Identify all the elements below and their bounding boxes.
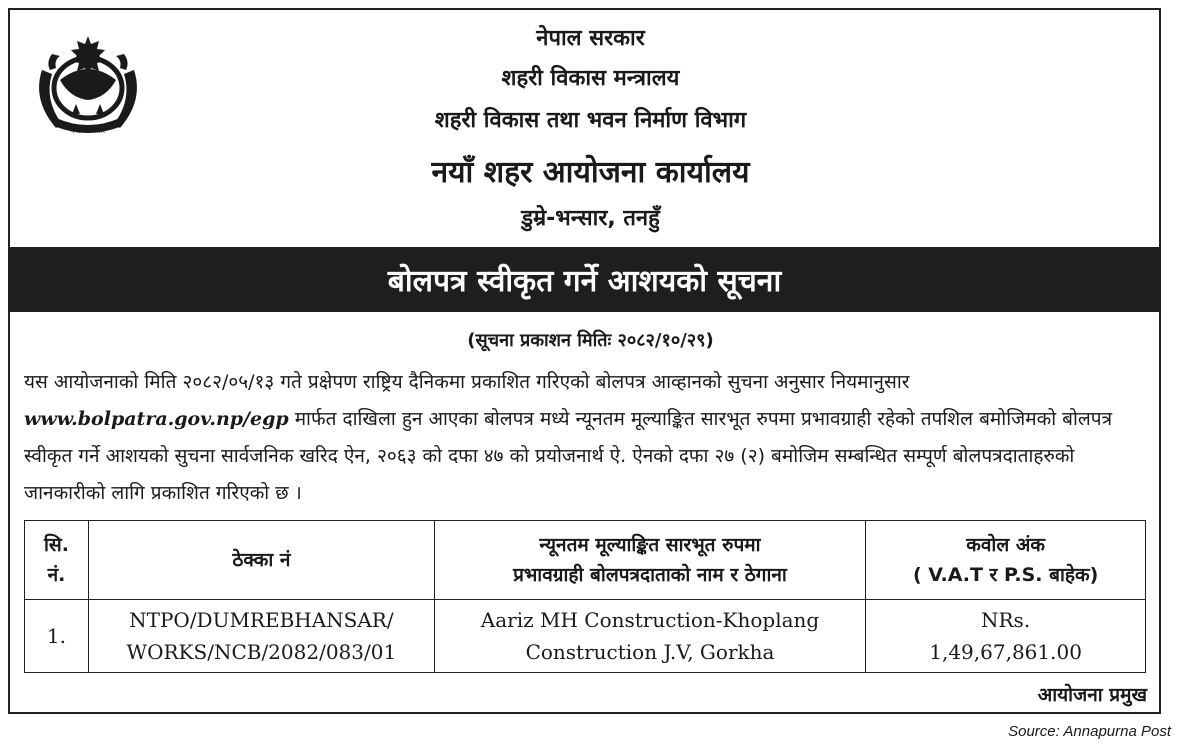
signature: आयोजना प्रमुख bbox=[1037, 684, 1147, 706]
row-amount bbox=[866, 600, 1146, 673]
header-amount bbox=[866, 521, 1146, 600]
header-sn-line1: सि. bbox=[43, 534, 69, 556]
row-contract-line2: WORKS/NCB/2082/083/01 bbox=[126, 640, 397, 664]
notice-title: बोलपत्र स्वीकृत गर्ने आशयको सूचना bbox=[387, 264, 782, 299]
row-amount-line2: 1,49,67,861.00 bbox=[929, 640, 1082, 664]
row-contract bbox=[88, 600, 434, 673]
emblem-caption: नेपाल सरकार bbox=[70, 127, 106, 135]
row-contract-line1: NTPO/DUMREBHANSAR/ bbox=[129, 608, 394, 632]
office-name: नयाँ शहर आयोजना कार्यालय bbox=[431, 155, 750, 190]
publication-date: (सूचना प्रकाशन मितिः २०८२/१०/२९) bbox=[467, 330, 714, 351]
row-amount-line1: NRs. bbox=[981, 608, 1031, 632]
header-bidder bbox=[434, 521, 865, 600]
body-text-part1: यस आयोजनाको मिति २०८२/०५/१३ गते प्रक्षेपण राष्ट्रिय दैनिकमा प्रकाशित गरिएको बोलपत्र आव्हानको सुचना अनुसार नियमानुसार bbox=[24, 371, 910, 393]
header-bidder-line1: न्यूनतम मूल्याङ्कित सारभूत रुपमा bbox=[539, 534, 761, 556]
notice-title-band bbox=[8, 247, 1161, 312]
office-location: डुम्रे-भन्सार, तनहुँ bbox=[521, 206, 660, 231]
bolpatra-url-link[interactable]: www.bolpatra.gov.np/egp bbox=[24, 408, 289, 430]
bid-table bbox=[24, 520, 1146, 673]
header-amount-line1: कवोल अंक bbox=[966, 534, 1045, 556]
notice-body bbox=[24, 364, 1156, 512]
source-credit: Source: Annapurna Post bbox=[1008, 723, 1171, 740]
header-contract-label: ठेक्का नं bbox=[232, 549, 291, 571]
header-bidder-line2: प्रभावग्राही बोलपत्रदाताको नाम र ठेगाना bbox=[513, 564, 787, 586]
row-sn: 1. bbox=[25, 600, 89, 673]
row-bidder-line1: Aariz MH Construction-Khoplang bbox=[480, 608, 820, 632]
row-bidder bbox=[434, 600, 865, 673]
header-contract bbox=[88, 521, 434, 600]
body-text-part2: मार्फत दाखिला हुन आएका बोलपत्र मध्ये न्यूनतम मूल्याङ्कित सारभूत रुपमा प्रभावग्राही रहेको तपशिल बमोजिमको बोलपत्र स्वीकृत गर्ने आशयको सुचना सार्वजनिक खरिद ऐन, २०६३ को दफा ४७ को प्रयोजनार्थ ऐ. ऐनको दफा २७ (२) बमोजिम सम्बन्धित सम्पूर्ण बोलपत्रदाताहरुको जानकारीको लागि प्रकाशित गरिएको छ । bbox=[24, 408, 1113, 504]
ministry-name: शहरी विकास मन्त्रालय bbox=[501, 66, 680, 91]
table-header-row bbox=[25, 521, 1146, 600]
department-name: शहरी विकास तथा भवन निर्माण विभाग bbox=[434, 108, 747, 133]
header-sn-line2: नं. bbox=[47, 564, 66, 586]
header-sn bbox=[25, 521, 89, 600]
government-name: नेपाल सरकार bbox=[536, 26, 645, 51]
header-amount-line2: ( V.A.T र P.S. बाहेक) bbox=[912, 564, 1099, 586]
table-row bbox=[25, 600, 1146, 673]
row-bidder-line2: Construction J.V, Gorkha bbox=[525, 640, 775, 664]
